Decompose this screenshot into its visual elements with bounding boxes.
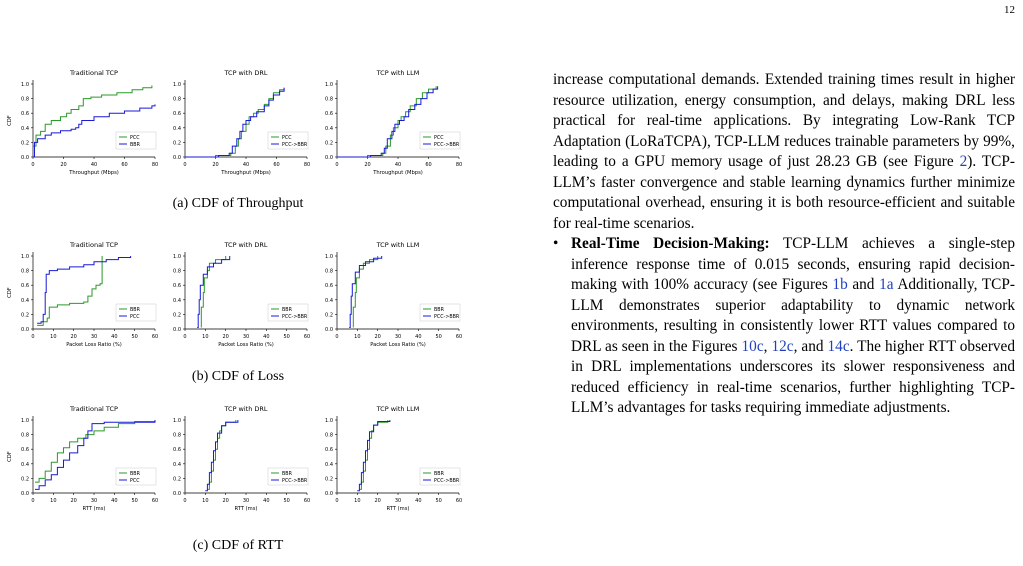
x-tick-label: 40 <box>90 162 98 168</box>
y-tick-label: 0.4 <box>173 461 181 468</box>
y-tick-label: 0.8 <box>21 96 29 103</box>
x-tick-label: 20 <box>60 162 67 168</box>
x-tick-label: 80 <box>151 162 159 168</box>
y-tick-label: 0.6 <box>21 111 29 118</box>
x-tick-label: 20 <box>70 498 77 504</box>
y-tick-label: 0.8 <box>325 96 333 103</box>
figure-ref-link[interactable]: 2 <box>959 153 968 170</box>
legend-label: PCC->BBR <box>434 479 460 484</box>
x-tick-label: 40 <box>242 162 250 168</box>
y-tick-label: 0.6 <box>325 111 333 118</box>
panel-title: TCP with LLM <box>376 405 420 413</box>
panel-title: Traditional TCP <box>70 241 118 249</box>
y-tick-label: 0.0 <box>173 155 181 161</box>
legend-label: BBR <box>434 472 444 477</box>
y-tick-label: 0.4 <box>21 297 29 304</box>
legend-label: BBR <box>130 472 140 477</box>
x-tick-label: 30 <box>394 334 402 340</box>
x-axis-label: Throughput (Mbps) <box>373 170 423 176</box>
x-tick-label: 80 <box>303 162 311 168</box>
figure-ref-link[interactable]: 1a <box>879 276 894 293</box>
x-tick-label: 0 <box>335 498 339 504</box>
x-tick-label: 20 <box>374 334 381 340</box>
y-tick-label: 0.2 <box>173 140 181 147</box>
x-tick-label: 60 <box>151 334 159 340</box>
legend-label: BBR <box>130 143 140 148</box>
panel-title: TCP with LLM <box>376 69 420 77</box>
y-tick-label: 1.0 <box>325 254 333 260</box>
y-tick-label: 0.4 <box>21 125 29 132</box>
panel-title: TCP with DRL <box>224 69 268 77</box>
x-axis-label: Throughput (Mbps) <box>69 170 119 176</box>
y-tick-label: 0.8 <box>173 96 181 103</box>
bullet-text: Additionally, TCP-LLM demonstrates superior adaptability to dynamic network environments, resulting in consistently lower RTT values compared to DRL as seen in the Figures <box>571 276 1015 355</box>
legend-label: BBR <box>434 308 444 313</box>
y-tick-label: 0.2 <box>173 312 181 319</box>
x-tick-label: 60 <box>151 498 159 504</box>
x-tick-label: 0 <box>183 498 187 504</box>
x-tick-label: 60 <box>121 162 128 168</box>
legend-label: PCC->BBR <box>282 143 308 148</box>
y-tick-label: 1.0 <box>21 418 29 424</box>
figure-ref-link[interactable]: 10c <box>741 337 764 355</box>
y-tick-label: 0.8 <box>21 432 29 439</box>
x-tick-label: 0 <box>183 334 187 340</box>
body-text-column <box>553 70 1015 419</box>
legend-label: PCC <box>130 136 140 141</box>
y-tick-label: 1.0 <box>21 254 29 260</box>
x-tick-label: 50 <box>283 498 290 504</box>
figure-grid <box>0 0 500 566</box>
x-tick-label: 30 <box>242 334 250 340</box>
page-number: 12 <box>1004 4 1015 16</box>
panel-title: TCP with LLM <box>376 241 420 249</box>
x-axis-label: Throughput (Mbps) <box>221 170 271 176</box>
y-tick-label: 0.0 <box>173 327 181 333</box>
y-tick-label: 0.4 <box>325 461 333 468</box>
y-tick-label: 0.2 <box>325 476 333 483</box>
bullet-text: . The higher RTT observed in DRL implementations underscores its slower responsiveness and reduced efficiency in real-time scenarios, further highlighting TCP-LLM’s advantages for tasks requiring immediate adjustments. <box>571 337 1015 416</box>
y-tick-label: 1.0 <box>173 418 181 424</box>
y-tick-label: 0.8 <box>21 268 29 275</box>
x-axis-label: RTT (ms) <box>234 506 258 512</box>
caption-c: (c) CDF of RTT <box>192 538 284 553</box>
y-tick-label: 0.6 <box>173 283 181 290</box>
legend-label: PCC->BBR <box>282 315 308 320</box>
series-line <box>205 420 238 491</box>
figure-ref-link[interactable]: 14c <box>827 337 850 355</box>
y-tick-label: 0.6 <box>325 447 333 454</box>
x-tick-label: 60 <box>455 334 463 340</box>
y-tick-label: 0.0 <box>325 491 333 497</box>
x-axis-label: Packet Loss Ratio (%) <box>66 342 122 348</box>
y-tick-label: 0.4 <box>325 297 333 304</box>
y-tick-label: 1.0 <box>173 82 181 88</box>
x-tick-label: 30 <box>394 498 402 504</box>
x-tick-label: 60 <box>273 162 280 168</box>
y-axis-label: CDF <box>7 287 13 298</box>
y-tick-label: 0.6 <box>21 447 29 454</box>
y-tick-label: 0.2 <box>21 476 29 483</box>
paragraph-text: increase computational demands. Extended training times result in higher resource utilization, energy consumption, and delays, making DRL less practical for real-time applications. By integrating Low-Rank TCP Adaptation (LoRaTCPA), TCP-LLM reduces trainable parameters by 99%, leading to a GPU memory usage of just 28.23 GB (see Figure <box>553 71 1015 170</box>
legend-label: BBR <box>282 472 292 477</box>
y-tick-label: 1.0 <box>21 82 29 88</box>
y-tick-label: 0.4 <box>173 297 181 304</box>
series-line <box>353 256 377 328</box>
x-axis-label: Packet Loss Ratio (%) <box>218 342 274 348</box>
x-tick-label: 10 <box>202 334 209 340</box>
y-tick-label: 1.0 <box>173 254 181 260</box>
x-tick-label: 60 <box>303 334 311 340</box>
y-tick-label: 0.6 <box>325 283 333 290</box>
x-tick-label: 0 <box>31 334 35 340</box>
y-axis-label: CDF <box>7 451 13 462</box>
x-tick-label: 40 <box>111 334 118 340</box>
x-tick-label: 10 <box>202 498 209 504</box>
x-tick-label: 40 <box>263 334 270 340</box>
y-tick-label: 0.0 <box>21 155 29 161</box>
legend-label: PCC <box>434 136 444 141</box>
x-tick-label: 40 <box>394 162 402 168</box>
series-line <box>357 420 390 491</box>
panel-title: TCP with DRL <box>224 405 268 413</box>
x-tick-label: 40 <box>415 334 422 340</box>
panel-title: TCP with DRL <box>224 241 268 249</box>
figure-ref-link[interactable]: 12c <box>771 337 794 355</box>
y-tick-label: 0.6 <box>21 283 29 290</box>
x-tick-label: 20 <box>222 498 229 504</box>
y-tick-label: 0.4 <box>173 125 181 132</box>
paragraph-text-end: ). TCP-LLM’s faster convergence and stable learning dynamics further minimize computational overhead, ensuring it is both resource-efficient and suitable for real-time scenarios. <box>553 153 1015 232</box>
x-tick-label: 20 <box>364 162 371 168</box>
x-tick-label: 20 <box>212 162 219 168</box>
x-tick-label: 10 <box>50 334 57 340</box>
x-tick-label: 40 <box>263 498 270 504</box>
x-tick-label: 30 <box>242 498 250 504</box>
x-tick-label: 50 <box>131 498 138 504</box>
bullet-dot: • <box>553 235 559 252</box>
y-tick-label: 0.4 <box>21 461 29 468</box>
panel-title: Traditional TCP <box>70 405 118 413</box>
x-tick-label: 50 <box>283 334 290 340</box>
legend-label: PCC <box>130 479 140 484</box>
panel-title: Traditional TCP <box>70 69 118 77</box>
y-tick-label: 0.8 <box>325 432 333 439</box>
x-tick-label: 0 <box>183 162 187 168</box>
paragraph <box>553 70 1015 234</box>
x-tick-label: 10 <box>50 498 57 504</box>
y-tick-label: 0.8 <box>173 268 181 275</box>
legend-label: PCC->BBR <box>434 143 460 148</box>
bullet-text: TCP-LLM achieves a single-step inference response time of 0.015 seconds, ensuring rapid decision-making with 100% accuracy (see Figures <box>571 235 1015 293</box>
x-tick-label: 10 <box>354 334 361 340</box>
y-tick-label: 0.0 <box>325 327 333 333</box>
y-tick-label: 0.2 <box>325 312 333 319</box>
y-tick-label: 0.8 <box>325 268 333 275</box>
x-tick-label: 30 <box>90 334 98 340</box>
x-tick-label: 0 <box>335 334 339 340</box>
bullet-text: and <box>847 276 880 293</box>
x-tick-label: 40 <box>111 498 118 504</box>
y-tick-label: 0.0 <box>21 491 29 497</box>
bullet-item <box>553 234 1015 419</box>
x-tick-label: 10 <box>354 498 361 504</box>
x-tick-label: 20 <box>374 498 381 504</box>
y-tick-label: 0.2 <box>173 476 181 483</box>
x-tick-label: 50 <box>131 334 138 340</box>
figure-ref-link[interactable]: 1b <box>832 276 848 293</box>
x-tick-label: 0 <box>31 498 35 504</box>
y-tick-label: 1.0 <box>325 418 333 424</box>
y-tick-label: 0.4 <box>325 125 333 132</box>
y-tick-label: 0.0 <box>173 491 181 497</box>
legend-label: BBR <box>282 308 292 313</box>
x-tick-label: 50 <box>435 334 442 340</box>
x-tick-label: 60 <box>303 498 311 504</box>
x-tick-label: 20 <box>70 334 77 340</box>
x-tick-label: 0 <box>335 162 339 168</box>
x-tick-label: 50 <box>435 498 442 504</box>
x-tick-label: 40 <box>415 498 422 504</box>
x-tick-label: 0 <box>31 162 35 168</box>
x-axis-label: Packet Loss Ratio (%) <box>370 342 426 348</box>
legend-label: PCC->BBR <box>282 479 308 484</box>
legend-label: PCC->BBR <box>434 315 460 320</box>
y-tick-label: 0.8 <box>173 432 181 439</box>
x-tick-label: 30 <box>90 498 98 504</box>
legend-label: PCC <box>130 315 140 320</box>
y-tick-label: 0.2 <box>21 140 29 147</box>
caption-a: (a) CDF of Throughput <box>172 196 304 211</box>
x-tick-label: 20 <box>222 334 229 340</box>
y-tick-label: 0.6 <box>173 447 181 454</box>
y-tick-label: 0.2 <box>325 140 333 147</box>
y-tick-label: 1.0 <box>325 82 333 88</box>
x-tick-label: 60 <box>455 498 463 504</box>
x-tick-label: 80 <box>455 162 463 168</box>
x-axis-label: RTT (ms) <box>82 506 106 512</box>
x-axis-label: RTT (ms) <box>386 506 410 512</box>
series-line <box>197 256 230 328</box>
y-tick-label: 0.2 <box>21 312 29 319</box>
y-axis-label: CDF <box>7 115 13 126</box>
bullet-text: , <box>763 337 772 355</box>
legend-label: PCC <box>282 136 292 141</box>
y-tick-label: 0.0 <box>21 327 29 333</box>
legend-label: BBR <box>130 308 140 313</box>
bullet-text: , and <box>793 337 828 355</box>
y-tick-label: 0.0 <box>325 155 333 161</box>
caption-b: (b) CDF of Loss <box>191 369 285 384</box>
series-line <box>349 256 382 328</box>
y-tick-label: 0.6 <box>173 111 181 118</box>
bullet-title: Real-Time Decision-Making: <box>571 235 770 252</box>
x-tick-label: 60 <box>425 162 432 168</box>
